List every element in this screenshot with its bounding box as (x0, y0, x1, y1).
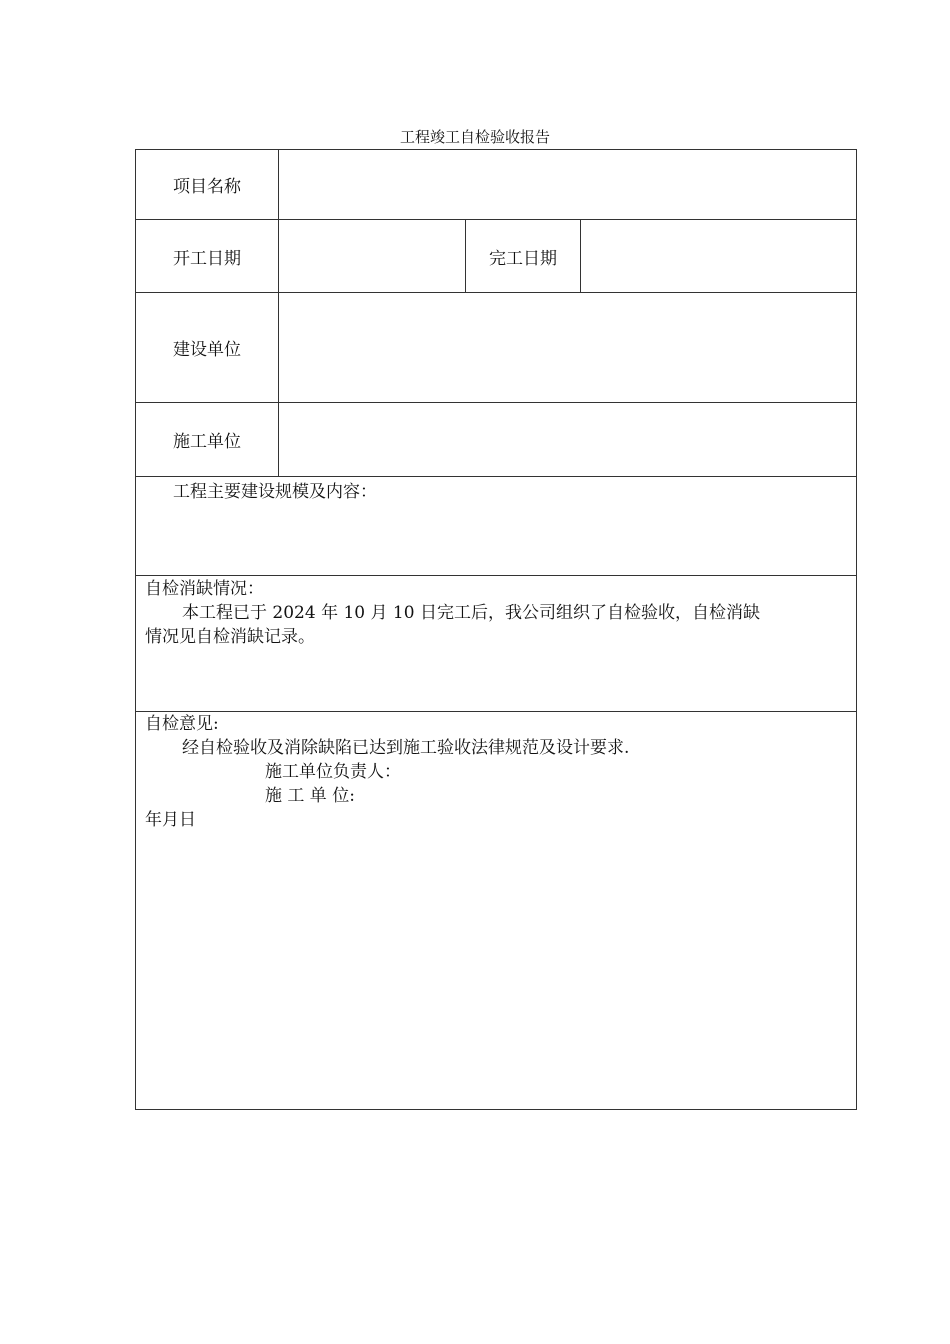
builder-row (136, 293, 856, 403)
acceptance-form (135, 149, 857, 1110)
defect-body-line2: 情况见自检消缺记录。 (145, 627, 315, 647)
project-name-row (136, 150, 856, 220)
document-title: 工程竣工自检验收报告 (399, 128, 550, 146)
scope-label: 工程主要建设规模及内容： (173, 482, 377, 502)
opinion-section (145, 712, 816, 832)
defect-body-line1: 本工程已于 2024 年 10 月 10 日完工后，我公司组织了自检验收，自检消缺 (182, 603, 760, 623)
construction-unit-label: 施 工 单 位: (265, 786, 355, 806)
opinion-body: 经自检验收及消除缺陷已达到施工验收法律规范及设计要求. (182, 738, 630, 758)
start-date-field[interactable] (279, 220, 466, 292)
opinion-heading: 自检意见: (145, 714, 219, 734)
scope-section (173, 480, 816, 504)
builder-field[interactable] (279, 293, 856, 402)
defect-section (145, 577, 816, 649)
constructor-field[interactable] (279, 403, 856, 476)
project-name-label: 项目名称 (136, 150, 279, 219)
constructor-row (136, 403, 856, 477)
end-date-field[interactable] (581, 220, 856, 292)
defect-row (136, 576, 856, 712)
end-date-label: 完工日期 (466, 220, 581, 292)
date-label: 年月日 (145, 810, 196, 830)
scope-row (136, 477, 856, 576)
responsible-person-label: 施工单位负责人： (265, 762, 401, 782)
constructor-label: 施工单位 (136, 403, 279, 476)
dates-row (136, 220, 856, 293)
defect-heading: 自检消缺情况： (145, 579, 264, 599)
builder-label: 建设单位 (136, 293, 279, 402)
start-date-label: 开工日期 (136, 220, 279, 292)
opinion-row (136, 712, 856, 1109)
project-name-field[interactable] (279, 150, 856, 219)
